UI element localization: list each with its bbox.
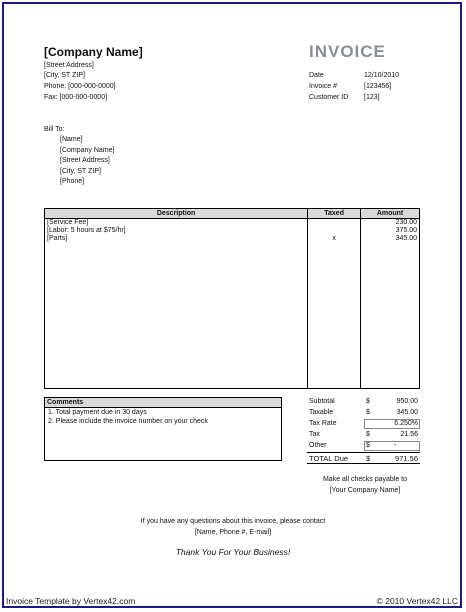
total-due-currency: $	[366, 454, 371, 463]
comments-heading: Comments	[45, 398, 281, 408]
comment-line[interactable]: 1. Total payment due in 30 days	[48, 409, 147, 416]
comments-box	[44, 397, 282, 461]
item-taxed[interactable]	[308, 219, 361, 228]
table-row	[45, 227, 420, 235]
invoice-title: INVOICE	[309, 42, 386, 61]
item-amount[interactable]: 230.00	[361, 219, 420, 228]
table-row	[45, 219, 420, 228]
footer-template-credit[interactable]: Invoice Template by Vertex42.com	[6, 596, 136, 606]
bill-to-street: [Street Address]	[60, 157, 110, 164]
total-due-value: 971.56	[395, 454, 418, 463]
company-city: [City, ST ZIP]	[44, 72, 85, 79]
tax-currency: $	[366, 431, 370, 438]
contact-line: If you have any questions about this invoice, please contact	[140, 518, 326, 525]
comment-line[interactable]: 2. Please include the invoice number on your check	[48, 418, 208, 425]
invoice-number-value: [123456]	[364, 83, 392, 90]
item-amount[interactable]: 375.00	[361, 227, 420, 235]
company-fax: Fax: [000-000-0000]	[44, 94, 108, 101]
other-label: Other	[309, 442, 327, 449]
tax-label: Tax	[309, 431, 320, 438]
bill-to-company: [Company Name]	[60, 147, 115, 154]
bill-to-label: Bill To:	[44, 126, 65, 133]
bill-to-city: [City, ST ZIP]	[60, 168, 101, 175]
subtotal-value: 950.00	[396, 398, 418, 405]
line-items-table	[44, 208, 420, 389]
item-taxed[interactable]: x	[308, 235, 361, 243]
description-header: Description	[45, 209, 308, 219]
tax-rate-label: Tax Rate	[309, 420, 337, 427]
item-description[interactable]: [Parts]	[45, 235, 308, 243]
table-row-empty	[45, 244, 420, 389]
other-currency: $	[366, 442, 370, 449]
payable-to-company: [Your Company Name]	[329, 487, 401, 494]
payable-to-line: Make all checks payable to	[322, 476, 408, 483]
tax-value: 21.56	[400, 431, 418, 438]
footer-copyright: © 2010 Vertex42 LLC	[376, 596, 458, 606]
company-street: [Street Address]	[44, 62, 94, 69]
other-value[interactable]: -	[393, 442, 397, 449]
total-due-label: TOTAL Due	[309, 454, 349, 463]
item-description[interactable]: [Service Fee]	[45, 219, 308, 228]
empty-cell[interactable]	[308, 244, 361, 389]
customer-id-value: [123]	[364, 94, 380, 101]
date-label: Date	[309, 72, 324, 79]
item-amount[interactable]: 345.00	[361, 235, 420, 243]
taxable-value: 345.00	[396, 409, 418, 416]
taxed-header: Taxed	[308, 209, 361, 219]
invoice-number-label: Invoice #	[309, 83, 338, 90]
taxable-label: Taxable	[309, 409, 334, 416]
empty-cell[interactable]	[45, 244, 308, 389]
subtotal-currency: $	[366, 398, 370, 405]
subtotal-label: Subtotal	[309, 398, 335, 405]
company-name: [Company Name]	[44, 45, 143, 59]
table-header-row	[45, 209, 420, 219]
date-value: 12/10/2010	[364, 72, 400, 79]
taxable-currency: $	[366, 409, 370, 416]
total-underline	[307, 463, 420, 464]
item-description[interactable]: [Labor: 5 hours at $75/hr]	[45, 227, 308, 235]
item-taxed[interactable]	[308, 227, 361, 235]
amount-header: Amount	[361, 209, 420, 219]
table-row	[45, 235, 420, 243]
thank-you-message: Thank You For Your Business!	[175, 547, 291, 557]
company-phone: Phone: [000-000-0000]	[44, 83, 116, 90]
empty-cell[interactable]	[361, 244, 420, 389]
tax-rate-value[interactable]: 6.250%	[394, 420, 418, 427]
total-divider	[307, 452, 420, 453]
bill-to-phone: [Phone]	[60, 178, 85, 185]
customer-id-label: Customer ID	[309, 94, 349, 101]
contact-details: [Name, Phone #, E-mail]	[194, 529, 272, 536]
bill-to-name: [Name]	[60, 136, 83, 143]
